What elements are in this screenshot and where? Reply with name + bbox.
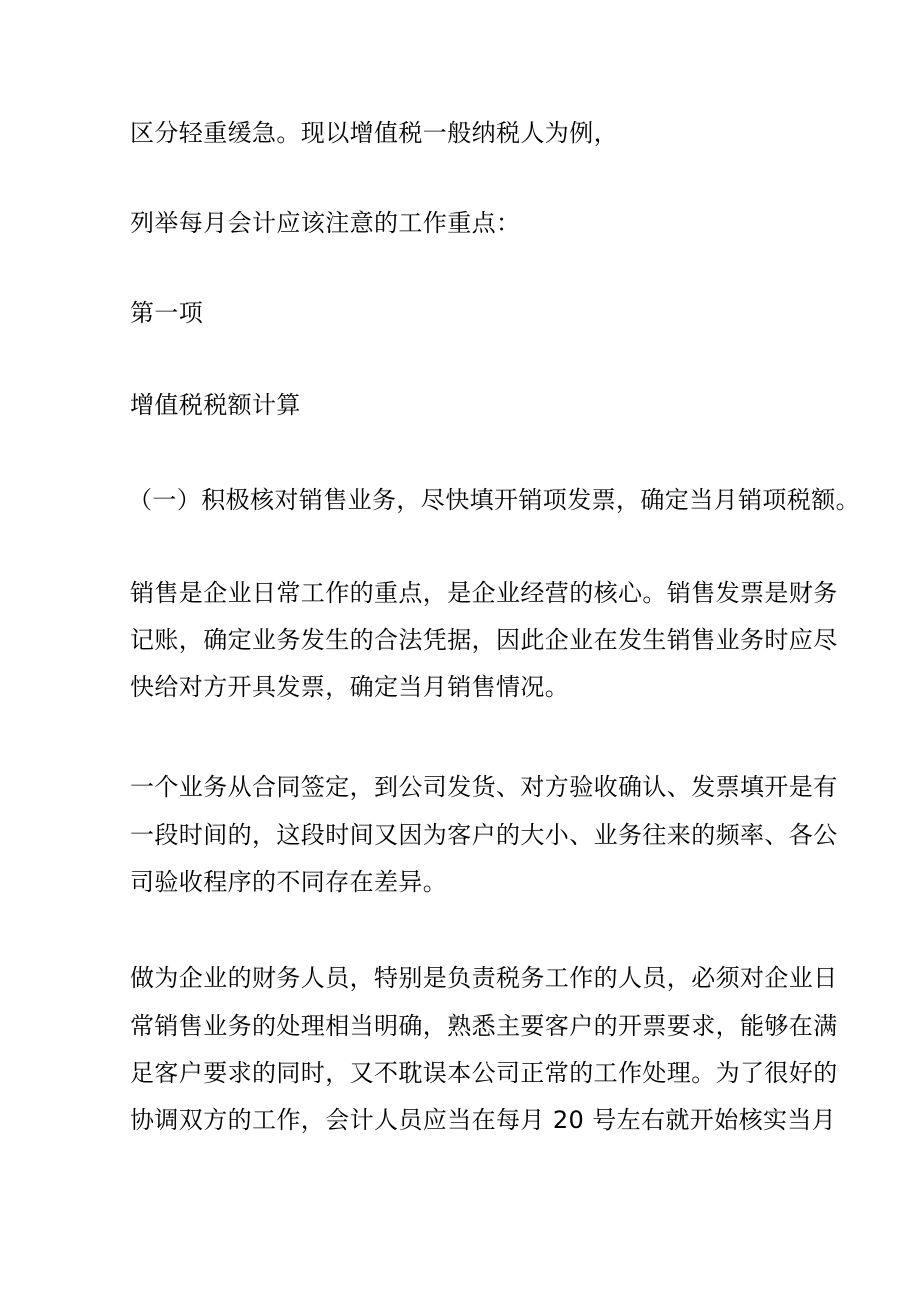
paragraph-1-line-2: 记账，确定业务发生的合法凭据，因此企业在发生销售业务时应尽 — [130, 626, 838, 654]
paragraph-2-line-1: 一个业务从合同签定，到公司发货、对方验收确认、发票填开是有 — [130, 773, 838, 801]
paragraph-1-line-1: 销售是企业日常工作的重点，是企业经营的核心。销售发票是财务 — [130, 579, 838, 607]
paragraph-2-line-3: 司验收程序的不同存在差异。 — [130, 868, 448, 896]
section-title: 增值税税额计算 — [130, 391, 301, 419]
intro-line-2: 列举每月会计应该注意的工作重点： — [130, 209, 521, 237]
subsection-heading: （一）积极核对销售业务，尽快填开销项发票，确定当月销项税额。 — [128, 486, 860, 514]
paragraph-3-line-1: 做为企业的财务人员，特别是负责税务工作的人员，必须对企业日 — [130, 964, 838, 992]
paragraph-3-line-2: 常销售业务的处理相当明确，熟悉主要客户的开票要求，能够在满 — [130, 1012, 838, 1040]
intro-line-1: 区分轻重缓急。现以增值税一般纳税人为例， — [130, 119, 618, 147]
section-number: 第一项 — [130, 299, 204, 327]
paragraph-2-line-2: 一段时间的，这段时间又因为客户的大小、业务往来的频率、各公 — [130, 821, 838, 849]
paragraph-3-line-4: 协调双方的工作，会计人员应当在每月 20 号左右就开始核实当月 — [130, 1106, 837, 1134]
paragraph-3-line-3: 足客户要求的同时，又不耽误本公司正常的工作处理。为了很好的 — [130, 1059, 838, 1087]
paragraph-1-line-3: 快给对方开具发票，确定当月销售情况。 — [130, 673, 570, 701]
